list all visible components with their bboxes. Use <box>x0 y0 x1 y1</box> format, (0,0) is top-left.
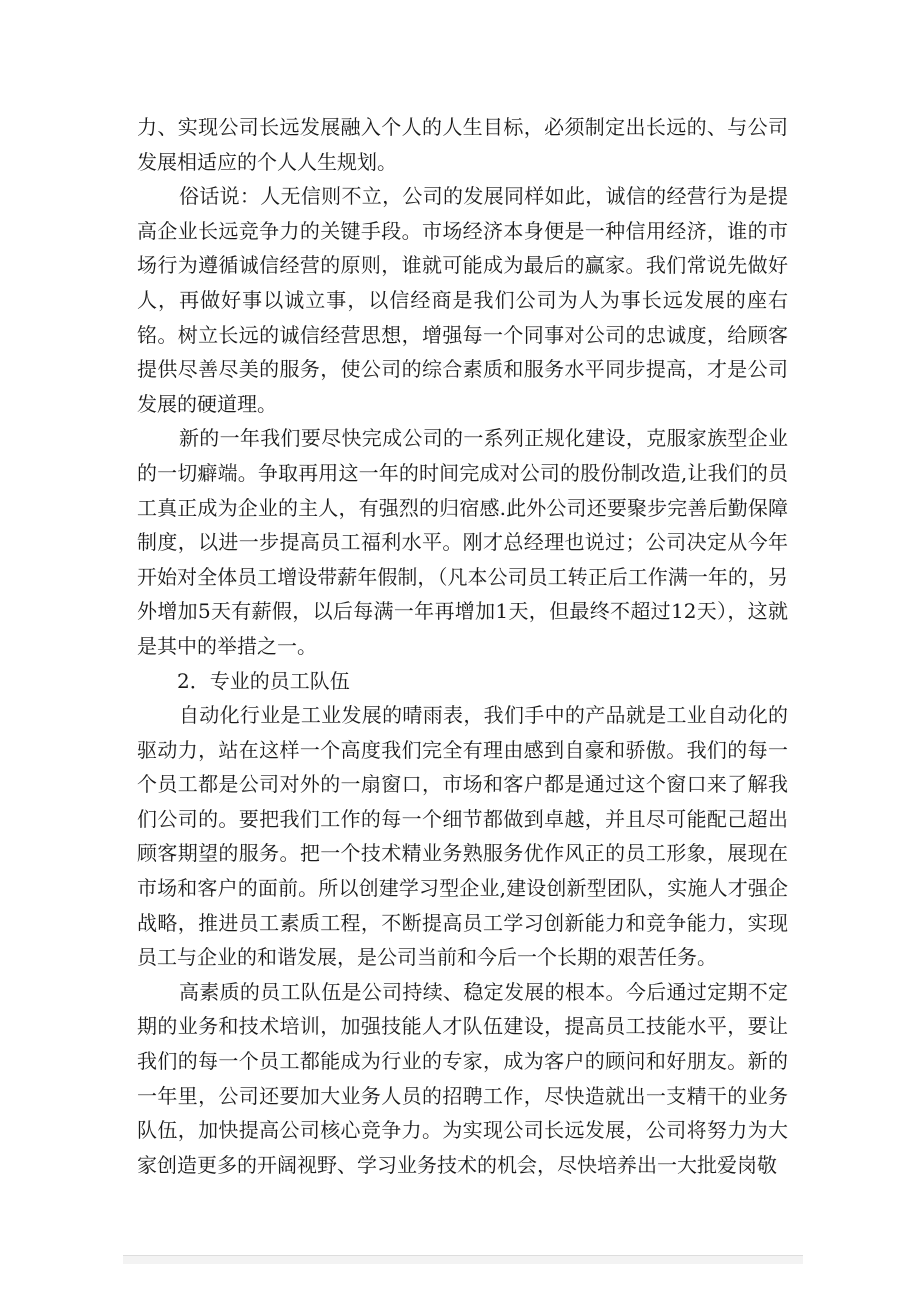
paragraph-staff-quality: 高素质的员工队伍是公司持续、稳定发展的根本。今后通过定期不定期的业务和技术培训，加强技能人才队伍建设，提高员工技能水平，要让我们的每一个员工都能成为行业的专家，成为客户的顾问和好朋友。新的一年里，公司还要加大业务人员的招聘工作，尽快造就出一支精干的业务队伍，加快提高公司核心竞争力。为实现公司长远发展，公司将努力为大家创造更多的开阔视野、学习业务技术的机会，尽快培养出一大批爱岗敬 <box>137 979 788 1177</box>
page-bottom-divider <box>123 1255 803 1264</box>
paragraph-integrity: 俗话说：人无信则不立，公司的发展同样如此，诚信的经营行为是提高企业长远竞争力的关键手段。市场经济本身便是一种信用经济，谁的市场行为遵循诚信经营的原则，谁就可能成为最后的赢家。我们常说先做好人，再做好事以诚立事，以信经商是我们公司为人为事长远发展的座右铭。树立长远的诚信经营思想，增强每一个同事对公司的忠诚度，给顾客提供尽善尽美的服务，使公司的综合素质和服务水平同步提高，才是公司发展的硬道理。 <box>137 184 788 416</box>
paragraph-automation-industry: 自动化行业是工业发展的晴雨表，我们手中的产品就是工业自动化的驱动力，站在这样一个高度我们完全有理由感到自豪和骄傲。我们的每一个员工都是公司对外的一扇窗口，市场和客户都是通过这个窗口来了解我们公司的。要把我们工作的每一个细节都做到卓越，并且尽可能配己超出顾客期望的服务。把一个技术精业务熟服务优作风正的员工形象，展现在市场和客户的面前。所以创建学习型企业,建设创新型团队，实施人才强企战略，推进员工素质工程，不断提高员工学习创新能力和竞争能力，实现员工与企业的和谐发展，是公司当前和今后一个长期的艰苦任务。 <box>137 703 788 970</box>
paragraph-standardization: 新的一年我们要尽快完成公司的一系列正规化建设，克服家族型企业的一切癖端。争取再用这一年的时间完成对公司的股份制改造,让我们的员工真正成为企业的主人，有强烈的归宿感.此外公司还要聚步完善后勤保障制度，以进一步提高员工福利水平。刚才总经理也说过；公司决定从今年开始对全体员工增设带薪年假制，（凡本公司员工转正后工作满一年的，另外增加5天有薪假，以后每满一年再增加1天，但最终不超过12天），这就是其中的举措之一。 <box>137 426 788 658</box>
document-body <box>137 110 788 1182</box>
paragraph-continuation: 力、实现公司长远发展融入个人的人生目标，必须制定出长远的、与公司发展相适应的个人人生规划。 <box>137 115 788 174</box>
section-heading: 2．专业的员工队伍 <box>177 668 350 693</box>
